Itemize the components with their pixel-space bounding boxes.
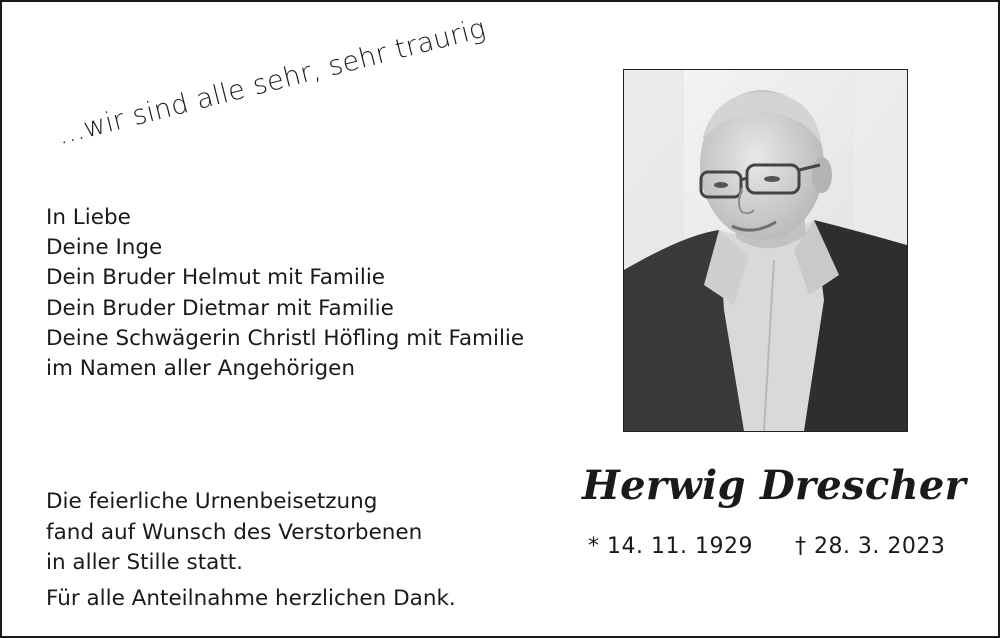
portrait-photo bbox=[623, 69, 908, 432]
thanks-text: Für alle Anteilnahme herzlichen Dank. bbox=[46, 586, 456, 611]
mourner-line: Dein Bruder Dietmar mit Familie bbox=[46, 295, 394, 321]
mourner-line: im Namen aller Angehörigen bbox=[46, 356, 355, 382]
portrait-illustration bbox=[624, 70, 907, 431]
birth-date: * 14. 11. 1929 bbox=[588, 534, 753, 559]
funeral-notice-line: fand auf Wunsch des Verstorbenen bbox=[46, 519, 423, 545]
motto-text: ...wir sind alle sehr, sehr traurig bbox=[54, 12, 489, 152]
death-date: † 28. 3. 2023 bbox=[794, 534, 946, 559]
mourner-line: Deine Schwägerin Christl Höfling mit Familie bbox=[46, 325, 525, 351]
funeral-notice-line: in aller Stille statt. bbox=[46, 550, 244, 575]
funeral-notice-line: Die feierliche Urnenbeisetzung bbox=[46, 489, 378, 514]
mourners-list bbox=[46, 203, 524, 384]
life-dates bbox=[588, 534, 945, 559]
mourner-line: Dein Bruder Helmut mit Familie bbox=[46, 265, 386, 291]
mourner-line: Deine Inge bbox=[46, 235, 163, 261]
funeral-notice bbox=[46, 487, 422, 579]
deceased-name: Herwig Drescher bbox=[582, 462, 967, 509]
mourner-line: In Liebe bbox=[46, 205, 131, 230]
